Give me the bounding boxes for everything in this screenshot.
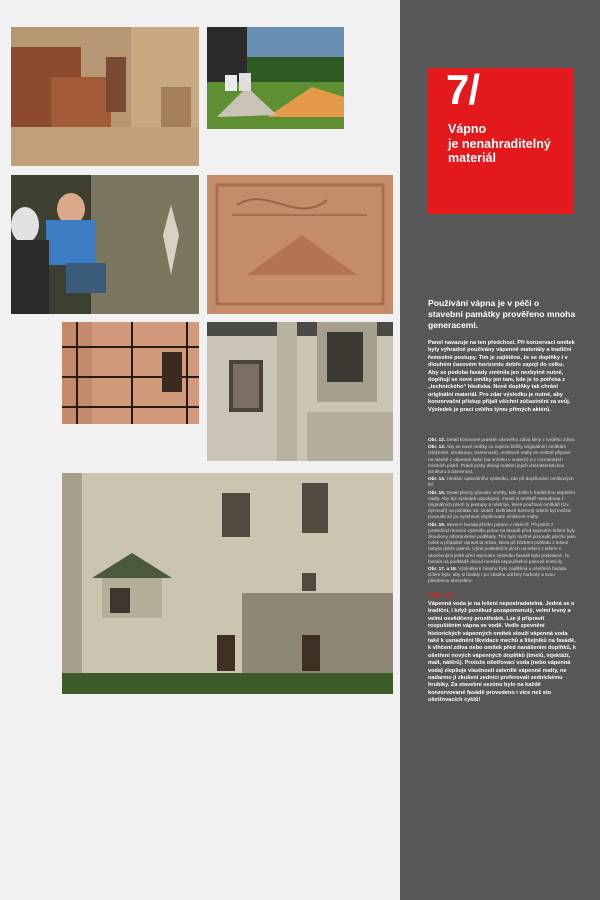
photo-windows-facade (207, 322, 393, 461)
caption (428, 566, 576, 585)
photo-plaster-detail (11, 27, 199, 166)
photo-workers (11, 175, 199, 314)
caption-text: Severní fasáda jižního paláce v nádvoří. Při jedné z posledních kontrol výsledku práce na fasádě před sejmutím lešení byly zkoušeny odstranitelné podklady. Tím bylo možné posoudit plochu jako celek a případně upravit ta místa, která při blízkém pohledu z lešení nebyla dobře patrná. Újmě posledních ploch na lešení z lešení s ukončenými ještě před sejmutím výsledku fasádě bylo podstatné, že fasáda na podkladě dosud neměla nepoužitelné patrové kontroly. (428, 521, 576, 564)
title-line: Vápno (448, 122, 487, 136)
caption (428, 476, 576, 488)
side-note-body: Vápenná voda je na lešení nepostradatelná. Jedná se o tradiční, i když poněkud pozapomenutý, velmi levný a velmi osvědčený prostředek. Lze ji připravit rozpuštěním vápna ve vodě. Vedle zpevnění historických vápenných omítek slouží vápenná voda také k usnadnění likvidace mechů a lišejníků na fasádě, k vlhčení zdiva nebo omítek před nanášením doplňků, k ošetření nových vápenných doplňků (tmelů, injektáží, malt, nátěrů). Protože ošetřovací voda (nebo vápenná voda) zlepšuje vlastnosti zatvrdlé vápenné malty, ne nadarmo ji zkušení zedníci preferovali zednickému hrubiky. Za stavební sezónu bylo na každé konzervované fasádě provedeno i více než sto ošetřovacích cyklů! (428, 601, 576, 704)
side-note-heading: Vím, kdy (428, 592, 454, 599)
caption-label: Obr. 12. (428, 437, 446, 442)
title-line: je nenahraditelný (448, 136, 551, 151)
title-block (428, 68, 574, 214)
caption-label: Obr. 17. a 18. (428, 566, 457, 572)
title-line: materiál (448, 151, 496, 165)
photo-captions (428, 437, 576, 586)
photo-sgraffito (207, 175, 393, 314)
text-panel (400, 0, 600, 900)
photo-courtyard-facade (62, 473, 393, 694)
caption (428, 437, 576, 443)
caption-label: Obr. 15. (428, 489, 446, 495)
caption-text: Detail plochy původní omítky, kde došlo k tradičnímu doplnění malty. Aby byl výsledek uspokojivý, musel si omítkář nastudovat z originálních ploch ty postupy a nástroje, které používali omítkáři (tzv. dynosaři) na počátku 16. století. Definitivní barevný odstín byl možné posoudit až po vyschnutí doplňované omítkové malty. (428, 489, 575, 520)
panel-number: 7/ (446, 66, 480, 113)
caption-text: Detail kónované prasklin okrového zdiva kliny z tvrdého zdiva. (446, 437, 576, 442)
caption (428, 522, 576, 565)
panel-title (448, 122, 572, 166)
photo-sand-and-barrels (207, 27, 344, 129)
caption-text: Aby se nové omítky co nejvíce blížily originálním omítkám (složením, strukturou, barevností), omítkové malty se místně připraví na stavbě z vápenné kaše (na snímku v sudech) a z rozmanitých místních písků. Právě písky dávají maltám jejich charakteristickou strukturu a barevnost. (428, 444, 571, 475)
caption-text: Výsledkem zásahu bylo zajištěná a ošetřená fasáda. Cílem bylo, aby si fasády i po zásahu udržely hodnoty a svou působivou atmosféru. (428, 566, 568, 584)
caption-label: Obr. 13. (428, 444, 446, 450)
photo-scaffolding (62, 322, 199, 424)
lead-paragraph: Používání vápna je v péči o stavební památky prověřeno mnoha generacemi. (428, 298, 576, 330)
caption (428, 444, 576, 475)
caption-label: Obr. 14. (428, 476, 446, 482)
caption-label: Obr. 16. (428, 521, 446, 527)
caption-text: Hledání optimálního výsledku, zde při doplňování omítkových šťí. (428, 476, 574, 488)
body-paragraph: Panel navazuje na ten předchozí. Při konzervaci omítek byly výhradně používány vápenné materiály a tradiční řemeslné postupy. Tím je zajištěno, že se doplňky i v dlouhém časovém horizontu dobře zapojí do celku. Aby se podoba fasády změnila jen nezbytně nutně, doplňují se nové omítky jen tam, kde je to potřeba z „technického“ hlediska. Nové doplňky tak chrání originální materiál. Pro zdar výsledku je nutné, aby konzervační přístup přijali všichni zúčastnění za svůj. Výsledek je prací celého týmu přímých aktérů. (428, 340, 575, 413)
caption (428, 490, 576, 521)
